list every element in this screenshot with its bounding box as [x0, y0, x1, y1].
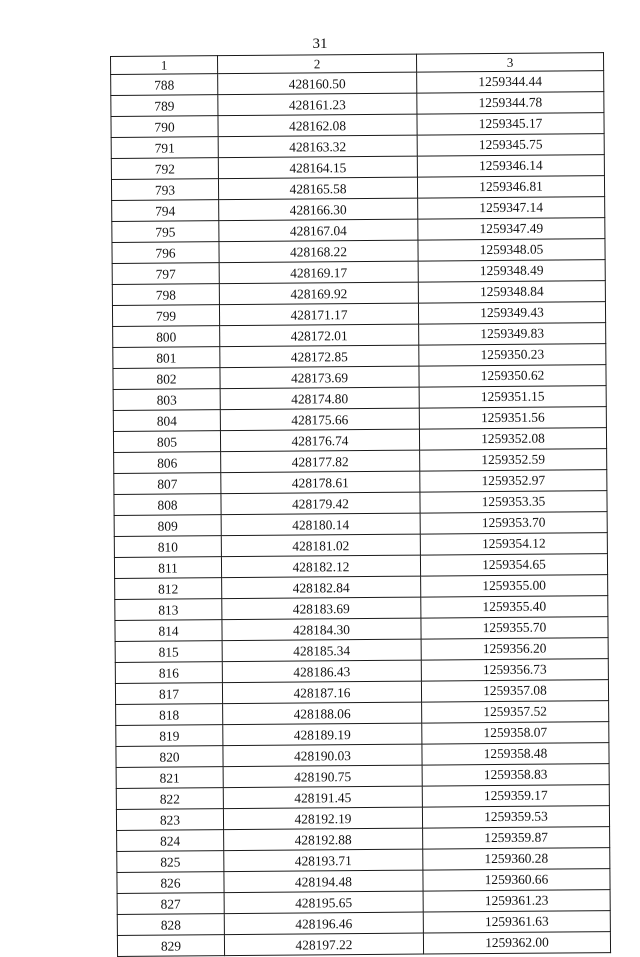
point-number-cell: 806 — [114, 452, 221, 474]
x-coordinate-cell: 428176.74 — [220, 429, 419, 452]
x-coordinate-cell: 428160.50 — [218, 72, 417, 95]
x-coordinate-cell: 428194.48 — [224, 870, 423, 893]
x-coordinate-cell: 428192.19 — [223, 807, 422, 830]
point-number-cell: 825 — [117, 851, 224, 873]
point-number-cell: 827 — [117, 893, 224, 915]
point-number-cell: 792 — [111, 158, 218, 180]
point-number-cell: 828 — [117, 914, 224, 936]
x-coordinate-cell: 428174.80 — [220, 387, 419, 410]
x-coordinate-cell: 428172.85 — [220, 345, 419, 368]
x-coordinate-cell: 428193.71 — [224, 849, 423, 872]
point-number-cell: 814 — [115, 620, 222, 642]
point-number-cell: 794 — [112, 200, 219, 222]
x-coordinate-cell: 428187.16 — [222, 681, 421, 704]
y-coordinate-cell: 1259359.17 — [422, 785, 609, 807]
x-coordinate-cell: 428191.45 — [223, 786, 422, 809]
y-coordinate-cell: 1259355.00 — [421, 575, 608, 597]
x-coordinate-cell: 428175.66 — [220, 408, 419, 431]
y-coordinate-cell: 1259355.70 — [421, 617, 608, 639]
point-number-cell: 804 — [113, 410, 220, 432]
x-coordinate-cell: 428181.02 — [221, 534, 420, 557]
x-coordinate-cell: 428165.58 — [218, 177, 417, 200]
x-coordinate-cell: 428172.01 — [220, 324, 419, 347]
y-coordinate-cell: 1259357.08 — [421, 680, 608, 702]
point-number-cell: 808 — [114, 494, 221, 516]
y-coordinate-cell: 1259358.83 — [422, 764, 609, 786]
y-coordinate-cell: 1259350.23 — [419, 344, 606, 366]
y-coordinate-cell: 1259351.56 — [419, 407, 606, 429]
x-coordinate-cell: 428190.75 — [223, 765, 422, 788]
point-number-cell: 809 — [114, 515, 221, 537]
x-coordinate-cell: 428190.03 — [223, 744, 422, 767]
point-number-cell: 819 — [116, 725, 223, 747]
x-coordinate-cell: 428171.17 — [219, 303, 418, 326]
y-coordinate-cell: 1259345.17 — [417, 113, 604, 135]
point-number-cell: 829 — [117, 935, 224, 957]
y-coordinate-cell: 1259356.20 — [421, 638, 608, 660]
point-number-cell: 803 — [113, 389, 220, 411]
point-number-cell: 826 — [117, 872, 224, 894]
column-header-2: 2 — [218, 54, 417, 74]
point-number-cell: 793 — [111, 179, 218, 201]
y-coordinate-cell: 1259345.75 — [417, 134, 604, 156]
point-number-cell: 816 — [115, 662, 222, 684]
point-number-cell: 820 — [116, 746, 223, 768]
x-coordinate-cell: 428180.14 — [221, 513, 420, 536]
x-coordinate-cell: 428183.69 — [222, 597, 421, 620]
y-coordinate-cell: 1259344.78 — [417, 92, 604, 114]
point-number-cell: 805 — [113, 431, 220, 453]
coordinates-table-container — [110, 52, 610, 957]
table-row — [117, 932, 610, 957]
x-coordinate-cell: 428161.23 — [218, 93, 417, 116]
x-coordinate-cell: 428166.30 — [219, 198, 418, 221]
y-coordinate-cell: 1259348.05 — [418, 239, 605, 261]
x-coordinate-cell: 428182.12 — [221, 555, 420, 578]
y-coordinate-cell: 1259361.63 — [423, 911, 610, 933]
y-coordinate-cell: 1259359.87 — [423, 827, 610, 849]
x-coordinate-cell: 428184.30 — [222, 618, 421, 641]
x-coordinate-cell: 428177.82 — [221, 450, 420, 473]
point-number-cell: 796 — [112, 242, 219, 264]
y-coordinate-cell: 1259344.44 — [417, 71, 604, 93]
table-body — [111, 71, 611, 957]
x-coordinate-cell: 428169.17 — [219, 261, 418, 284]
column-header-1: 1 — [111, 56, 218, 75]
point-number-cell: 822 — [116, 788, 223, 810]
y-coordinate-cell: 1259348.49 — [418, 260, 605, 282]
point-number-cell: 815 — [115, 641, 222, 663]
y-coordinate-cell: 1259356.73 — [421, 659, 608, 681]
y-coordinate-cell: 1259349.83 — [419, 323, 606, 345]
y-coordinate-cell: 1259350.62 — [419, 365, 606, 387]
x-coordinate-cell: 428186.43 — [222, 660, 421, 683]
point-number-cell: 788 — [111, 74, 218, 96]
point-number-cell: 798 — [112, 284, 219, 306]
x-coordinate-cell: 428179.42 — [221, 492, 420, 515]
y-coordinate-cell: 1259358.07 — [422, 722, 609, 744]
x-coordinate-cell: 428192.88 — [224, 828, 423, 851]
y-coordinate-cell: 1259354.12 — [420, 533, 607, 555]
y-coordinate-cell: 1259347.49 — [418, 218, 605, 240]
y-coordinate-cell: 1259352.97 — [420, 470, 607, 492]
point-number-cell: 807 — [114, 473, 221, 495]
y-coordinate-cell: 1259362.00 — [423, 932, 610, 954]
y-coordinate-cell: 1259354.65 — [420, 554, 607, 576]
y-coordinate-cell: 1259351.15 — [419, 386, 606, 408]
point-number-cell: 801 — [113, 347, 220, 369]
point-number-cell: 799 — [112, 305, 219, 327]
x-coordinate-cell: 428197.22 — [224, 933, 423, 956]
x-coordinate-cell: 428167.04 — [219, 219, 418, 242]
x-coordinate-cell: 428195.65 — [224, 891, 423, 914]
y-coordinate-cell: 1259347.14 — [418, 197, 605, 219]
point-number-cell: 810 — [114, 536, 221, 558]
y-coordinate-cell: 1259348.84 — [418, 281, 605, 303]
point-number-cell: 824 — [117, 830, 224, 852]
point-number-cell: 812 — [115, 578, 222, 600]
point-number-cell: 790 — [111, 116, 218, 138]
x-coordinate-cell: 428163.32 — [218, 135, 417, 158]
x-coordinate-cell: 428178.61 — [221, 471, 420, 494]
y-coordinate-cell: 1259346.14 — [417, 155, 604, 177]
y-coordinate-cell: 1259358.48 — [422, 743, 609, 765]
point-number-cell: 789 — [111, 95, 218, 117]
y-coordinate-cell: 1259355.40 — [421, 596, 608, 618]
point-number-cell: 818 — [116, 704, 223, 726]
point-number-cell: 813 — [115, 599, 222, 621]
y-coordinate-cell: 1259359.53 — [422, 806, 609, 828]
y-coordinate-cell: 1259352.08 — [419, 428, 606, 450]
column-header-3: 3 — [416, 53, 603, 72]
coordinates-table — [110, 52, 611, 957]
x-coordinate-cell: 428169.92 — [219, 282, 418, 305]
page-number: 31 — [312, 36, 328, 52]
point-number-cell: 821 — [116, 767, 223, 789]
x-coordinate-cell: 428189.19 — [223, 723, 422, 746]
x-coordinate-cell: 428185.34 — [222, 639, 421, 662]
x-coordinate-cell: 428162.08 — [218, 114, 417, 137]
point-number-cell: 817 — [115, 683, 222, 705]
y-coordinate-cell: 1259353.70 — [420, 512, 607, 534]
y-coordinate-cell: 1259357.52 — [422, 701, 609, 723]
y-coordinate-cell: 1259360.66 — [423, 869, 610, 891]
y-coordinate-cell: 1259353.35 — [420, 491, 607, 513]
y-coordinate-cell: 1259352.59 — [420, 449, 607, 471]
point-number-cell: 797 — [112, 263, 219, 285]
point-number-cell: 800 — [113, 326, 220, 348]
x-coordinate-cell: 428164.15 — [218, 156, 417, 179]
point-number-cell: 791 — [111, 137, 218, 159]
x-coordinate-cell: 428188.06 — [223, 702, 422, 725]
point-number-cell: 811 — [114, 557, 221, 579]
y-coordinate-cell: 1259360.28 — [423, 848, 610, 870]
y-coordinate-cell: 1259349.43 — [418, 302, 605, 324]
x-coordinate-cell: 428196.46 — [224, 912, 423, 935]
x-coordinate-cell: 428168.22 — [219, 240, 418, 263]
point-number-cell: 795 — [112, 221, 219, 243]
point-number-cell: 802 — [113, 368, 220, 390]
y-coordinate-cell: 1259346.81 — [417, 176, 604, 198]
point-number-cell: 823 — [116, 809, 223, 831]
x-coordinate-cell: 428173.69 — [220, 366, 419, 389]
y-coordinate-cell: 1259361.23 — [423, 890, 610, 912]
x-coordinate-cell: 428182.84 — [222, 576, 421, 599]
